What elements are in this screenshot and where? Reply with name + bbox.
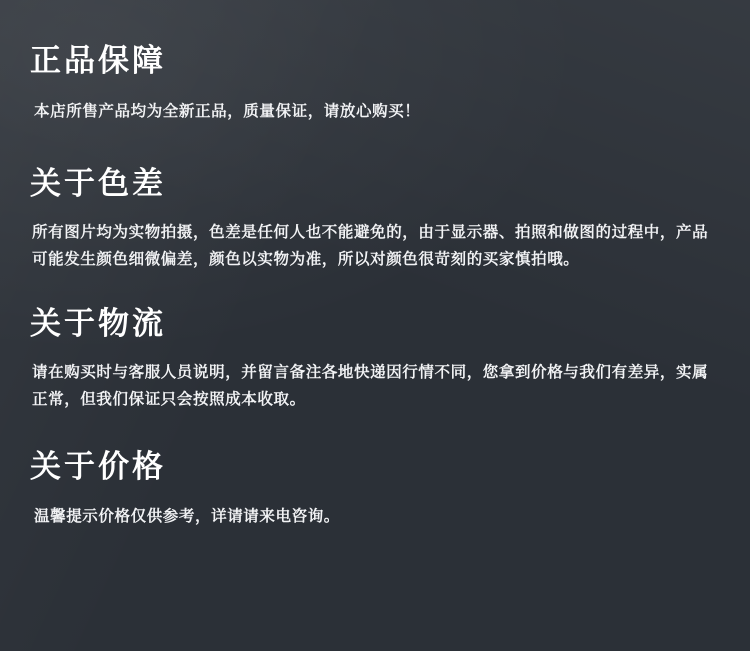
section-title: 关于色差 (30, 166, 166, 202)
section-body: 本店所售产品均为全新正品，质量保证，请放心购买！ (34, 102, 421, 120)
section-color-difference (30, 165, 716, 273)
section-body: 温馨提示价格仅供参考，详请请来电咨询。 (34, 508, 340, 526)
section-title: 关于价格 (30, 448, 166, 484)
section-body: 所有图片均为实物拍摄，色差是任何人也不能避免的，由于显示器、拍照和做图的过程中，产品可能发生颜色细微偏差，颜色以实物为准，所以对颜色很苛刻的买家慎拍哦。 (32, 224, 709, 268)
section-price (30, 448, 716, 531)
section-title: 正品保障 (30, 43, 166, 78)
section-body: 请在购买时与客服人员说明，并留言备注各地快递因行情不同，您拿到价格与我们有差异，实属正常，但我们保证只会按照成本收取。 (32, 364, 709, 408)
section-title: 关于物流 (30, 306, 166, 342)
section-logistics (30, 305, 716, 413)
section-authenticity (30, 42, 716, 125)
